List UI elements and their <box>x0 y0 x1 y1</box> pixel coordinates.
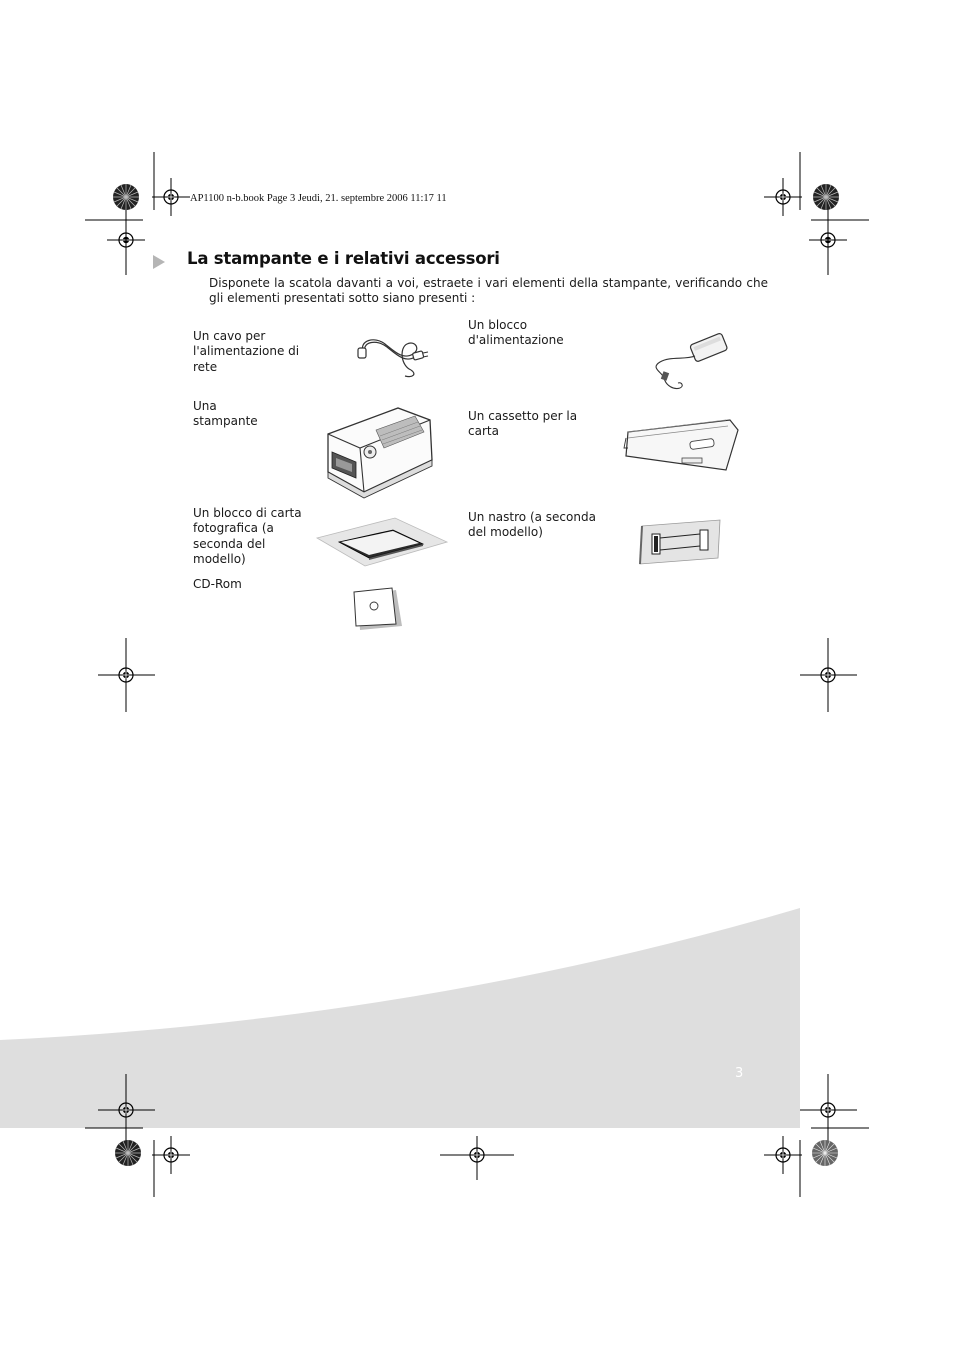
cd-rom-icon <box>350 586 410 634</box>
item-label-ink-ribbon: Un nastro (a seconda del modello) <box>468 510 596 540</box>
printer-icon <box>320 400 440 500</box>
item-label-power-cable: Un cavo per l'alimentazione di rete <box>193 329 300 374</box>
section-arrow-icon <box>152 254 166 270</box>
ink-ribbon-icon <box>638 516 724 566</box>
power-adapter-icon <box>640 328 732 396</box>
power-cable-icon <box>355 330 435 380</box>
item-label-power-adapter: Un blocco d'alimentazione <box>468 318 564 348</box>
book-info-header: AP1100 n-b.book Page 3 Jeudi, 21. septembre 2006 11:17 11 <box>190 193 447 204</box>
photo-paper-pack-icon <box>315 512 450 568</box>
item-label-paper-tray: Un cassetto per la carta <box>468 409 578 439</box>
section-title: La stampante e i relativi accessori <box>187 249 500 268</box>
page-number: 3 <box>735 1066 744 1081</box>
paper-tray-icon <box>622 414 742 474</box>
item-label-printer: Una stampante <box>193 399 258 429</box>
item-label-photo-paper: Un blocco di carta fotografica (a seconda del modello) <box>193 506 302 566</box>
item-label-cd-rom: CD-Rom <box>193 577 242 591</box>
intro-paragraph: Disponete la scatola davanti a voi, estraete i vari elementi della stampante, verificando che gli elementi presentati sotto siano presenti : <box>209 276 768 305</box>
